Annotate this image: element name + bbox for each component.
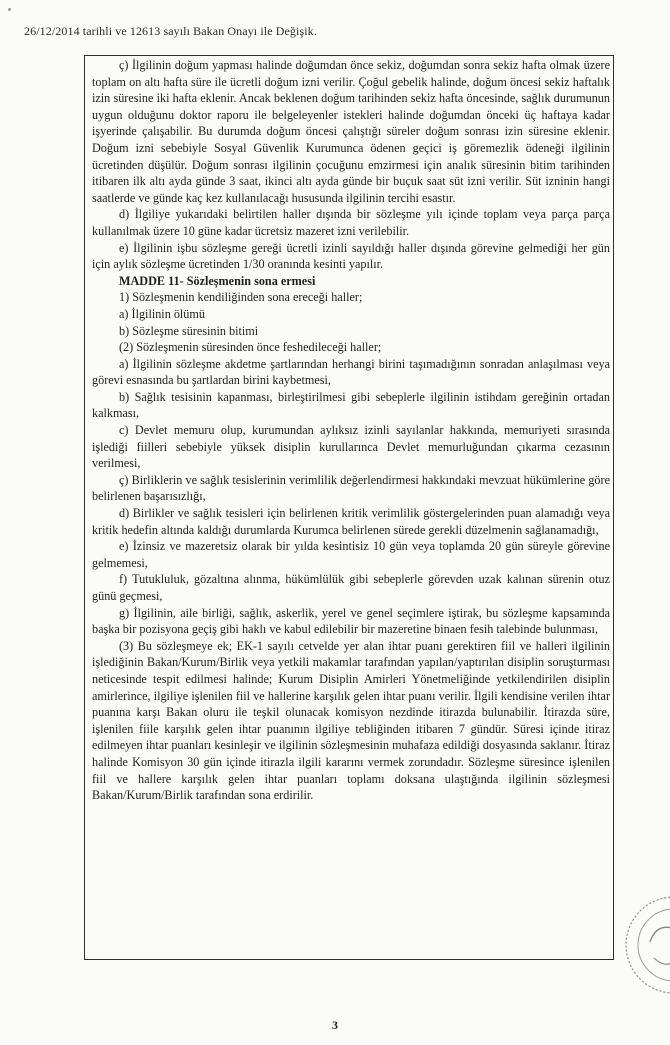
document-body (92, 57, 610, 804)
clause-2c: c) Devlet memuru olup, kurumundan aylıksız izinli sayılanlar hakkında, memuriyeti sırasında işlediği fiilleri sebebiyle yüksek disiplin kurullarınca Devlet memurluğundan çıkarma cezasının verilmesi, (92, 423, 610, 471)
clause-2d: d) Birlikler ve sağlık tesisleri için belirlenen kritik verimlilik göstergelerinden puan alamadığı veya kritik hedefin altında kaldığı durumlarda Kurumca belirlenen sürede gerekli düzelmenin sağlanamadığı, (92, 506, 610, 537)
page-header: 26/12/2014 tarihli ve 12613 sayılı Bakan Onayı ile Değişik. (24, 24, 317, 38)
clause-2a: a) İlgilinin sözleşme akdetme şartlarından herhangi birini taşımadığının sonradan anlaşılması veya görevi esnasında bu şartlardan birini kaybetmesi, (92, 356, 610, 388)
clause-3-warning-points: (3) Bu sözleşmeye ek; EK-1 sayılı cetvelde yer alan ihtar puanı gerektiren fiil ve halleri ilgilinin işlediğinin Bakan/Kurum/Birlik veya yetkili makamlar tarafından yapılan/yaptırılan disiplin soruşturması neticesinde tespit edilmesi halinde; Kurum Disiplin Amirleri Yönetmeliğinde yetkilendirilen disiplin amirlerince, ilgiliye işlenilen fiil ve hallerine karşılık gelen ihtar puanı verilir. İlgili kendisine verilen ihtar puanına karşı Bakan oluru ile teşkil olunacak komisyon nezdinde itirazda bulunabilir. İtirazda süre, işlenilen fiile karşılık gelen ihtar puanının ilgiliye tebliğinden itibaren 7 gündür. Süresi içinde itiraz edilmeyen ihtar puanları kesinleşir ve ilgilinin sözleşmesinin muhafaza edildiği dosyasında saklanır. İtiraz halinde Komisyon 30 gün içinde itirazla ilgili kararını vermek zorundadır. Sözleşme süresince işlenilen fiil ve hallere karşılık gelen ihtar puanları toplamı doksana ulaştığında ilgilinin sözleşmesi Bakan/Kurum/Birlik tarafından sona erdirilir. (92, 638, 610, 803)
page-number: 3 (332, 1018, 338, 1032)
clause-1-automatic-termination: 1) Sözleşmenin kendiliğinden sona ereceği haller; (119, 290, 363, 305)
seal-graphic (612, 880, 670, 1010)
article-11-heading (92, 273, 610, 290)
official-seal-stamp (612, 880, 670, 1010)
article-11-title: MADDE 11- Sözleşmenin sona ermesi (119, 273, 316, 288)
clause-1b-term-end: b) Sözleşme süresinin bitimi (119, 323, 259, 338)
paragraph-c-cedilla-birth-leave: ç) İlgilinin doğum yapması halinde doğumdan önce sekiz, doğumdan sonra sekiz hafta olmak üzere toplam on altı hafta süre ile ücretli doğum izni verilir. Çoğul gebelik halinde, doğum öncesi sekiz haftalık izin süresine iki hafta eklenir. Ancak beklenen doğum tarihinden sekiz hafta öncesinde, sağlık durumunun uygun olduğunu doktor raporu ile belgeleyenler istekleri halinde doğumdan önceki üç haftaya kadar işyerinde çalışabilir. Bu durumda doğum öncesi çalıştığı süreler doğum sonrası izin süresine eklenir. Doğum izni sebebiyle Sosyal Güvenlik Kurumunca ödenen geçici iş göremezlik ödeneği ilgilinin ücretinden düşülür. Doğum sonrası ilgilinin çocuğunu emzirmesi için analık süresinin bitim tarihinden itibaren ilk altı ayda günde 3 saat, ikinci altı ayda günde bir buçuk saat süt izni verilir. Süt izninin hangi saatlerde ve günde kaç kez kullanılacağı hususunda ilgilinin tercihi esastır. (92, 58, 610, 205)
clause-2g: g) İlgilinin, aile birliği, sağlık, askerlik, yerel ve genel seçimlere iştirak, bu sözleşme kapsamında başka bir pozisyona geçiş gibi haklı ve kabul edilebilir bir mazeretine binaen fesih talebinde bulunması, (92, 605, 610, 637)
clause-2e: e) İzinsiz ve mazeretsiz olarak bir yılda kesintisiz 10 gün veya toplamda 20 gün süreyle görevine gelmemesi, (92, 539, 610, 570)
clause-2f: f) Tutukluluk, gözaltına alınma, hükümlülük gibi sebeplerle görevden uzak kalınan sürenin otuz günü geçmesi, (92, 572, 610, 603)
clause-2-early-termination: (2) Sözleşmenin süresinden önce feshedileceği haller; (119, 340, 382, 355)
paragraph-e-deduction: e) İlgilinin işbu sözleşme gereği ücretli izinli sayıldığı haller dışında görevine gelmediği her gün için aylık sözleşme ücretinden 1/30 oranında kesinti yapılır. (92, 240, 610, 272)
scan-speck (8, 8, 11, 11)
clause-2c-cedilla: ç) Birliklerin ve sağlık tesislerinin verimlilik değerlendirmesi hakkındaki mevzuat hükümlerine göre belirlenen başarısızlığı, (92, 472, 610, 504)
clause-1a-death: a) İlgilinin ölümü (119, 306, 205, 321)
paragraph-d-unpaid-leave: d) İlgiliye yukarıdaki belirtilen haller dışında bir sözleşme yılı içinde toplam veya parça parça kullanılmak üzere 10 güne kadar ücretsiz mazeret izni verilebilir. (92, 207, 610, 238)
clause-2b: b) Sağlık tesisinin kapanması, birleştirilmesi gibi sebeplerle ilgilinin istihdam gereğinin ortadan kalkması, (92, 389, 610, 421)
